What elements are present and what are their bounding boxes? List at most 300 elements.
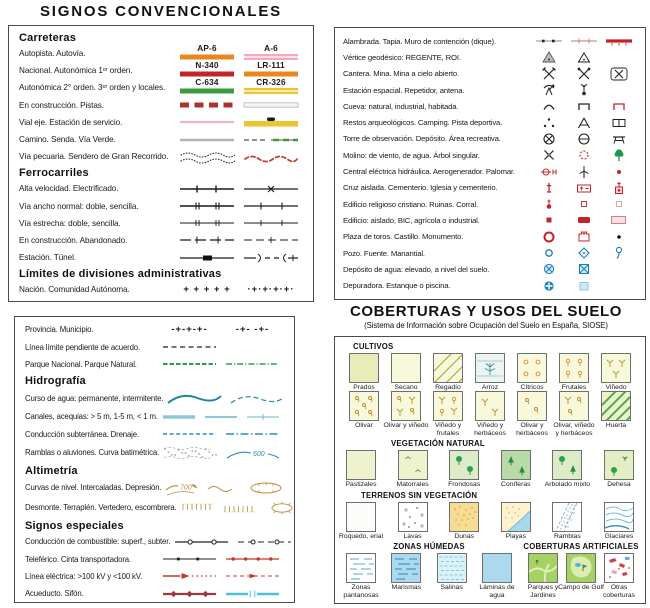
legend-label: Edificio religioso cristiano. Ruinas. Corral. bbox=[343, 199, 479, 209]
landcover-tile bbox=[343, 391, 385, 437]
legend-symbols bbox=[531, 49, 637, 65]
legend-label: Pozo. Fuente. Manantial. bbox=[343, 248, 425, 258]
senda-via-verde-icon bbox=[239, 135, 303, 145]
tile-label: Arbolado mixto bbox=[544, 481, 591, 489]
tile-label: Viñedo y herbáceos bbox=[474, 422, 506, 437]
road-designation: LR-111 bbox=[257, 61, 285, 71]
legend-row bbox=[25, 585, 284, 602]
landcover-tile bbox=[469, 353, 511, 391]
legend-row bbox=[343, 163, 637, 179]
legend-symbols bbox=[175, 284, 303, 295]
tile-label: Roquedo, erial bbox=[338, 532, 384, 540]
rail-electrificado-icon bbox=[239, 183, 303, 195]
main-title: SIGNOS CONVENCIONALES bbox=[40, 3, 282, 20]
landcover-tile bbox=[343, 553, 379, 599]
vertedero-icon bbox=[261, 499, 303, 517]
legend-symbols bbox=[175, 116, 303, 128]
legend-symbols bbox=[158, 340, 284, 354]
cueva-natural-icon bbox=[531, 98, 566, 114]
linea-electrica-alta-icon bbox=[158, 570, 221, 582]
muro-contencion-icon bbox=[602, 35, 637, 47]
landcover-tile bbox=[525, 553, 561, 599]
legend-label: Vía pecuaria. Sendero de Gran Recorrido. bbox=[19, 152, 169, 162]
legend-row bbox=[343, 98, 637, 114]
tile-label: Olivar, viñedo y herbáceos bbox=[553, 422, 595, 437]
landcover-tile bbox=[385, 353, 427, 391]
landcover-tile bbox=[343, 450, 379, 488]
tile-label: Frondosas bbox=[448, 481, 481, 489]
regadio-swatch bbox=[433, 353, 463, 383]
tile-label: Marismas bbox=[391, 584, 422, 592]
legend-row bbox=[19, 148, 303, 165]
road-pista-icon bbox=[239, 100, 303, 110]
citricos-swatch bbox=[517, 353, 547, 383]
panel-coberturas bbox=[334, 336, 646, 604]
landcover-tile bbox=[549, 502, 585, 540]
legend-symbols bbox=[175, 252, 303, 264]
legend-row bbox=[343, 196, 637, 212]
legend-row bbox=[25, 498, 284, 518]
roquedo-swatch bbox=[346, 502, 376, 532]
edificio-bic-icon bbox=[566, 212, 601, 228]
landcover-tile bbox=[427, 353, 469, 391]
arroz-swatch bbox=[475, 353, 505, 383]
legend-row bbox=[343, 245, 637, 261]
legend-symbols bbox=[531, 278, 637, 294]
landcover-tile bbox=[511, 353, 553, 391]
legend-row bbox=[19, 114, 303, 131]
legend-symbols bbox=[531, 245, 637, 261]
sifon-icon bbox=[221, 588, 284, 600]
combustible-superficial-icon bbox=[170, 536, 233, 548]
legend-row bbox=[343, 49, 637, 65]
rail-estrecha-sencilla-icon bbox=[239, 217, 303, 229]
ruinas-icon bbox=[566, 196, 601, 212]
vertice-roi-icon bbox=[566, 49, 601, 65]
road-bar-icon bbox=[175, 79, 239, 96]
tile-label: Olivar bbox=[355, 422, 373, 430]
glaciares-swatch bbox=[604, 502, 634, 532]
legend-label: Autopista. Autovía. bbox=[19, 49, 86, 59]
landcover-title: COBERTURAS Y USOS DEL SUELO bbox=[349, 303, 623, 320]
boundary-marks: ·+·+·+·+· bbox=[247, 284, 295, 296]
pozo-icon bbox=[531, 245, 566, 261]
parque-natural-icon bbox=[221, 357, 284, 371]
legend-label: Torre de observación. Depósito. Área recreativa. bbox=[343, 134, 501, 144]
legend-label: Cruz aislada. Cementerio. Iglesia y cementerio. bbox=[343, 183, 498, 193]
legend-symbols bbox=[531, 212, 637, 228]
desmonte-icon bbox=[177, 500, 219, 516]
conduccion-subterranea-icon bbox=[158, 428, 221, 440]
drenaje-icon bbox=[221, 428, 284, 440]
legend-symbols bbox=[175, 135, 303, 145]
legend-label: Molino: de viento, de agua. Árbol singular. bbox=[343, 150, 480, 160]
legend-label: Desmonte. Terraplén. Vertedero, escombrera. bbox=[25, 503, 177, 513]
torre-observacion-icon bbox=[531, 131, 566, 147]
sendero-gr-icon bbox=[239, 151, 303, 163]
section-heading-humedas: ZONAS HÚMEDAS bbox=[393, 542, 465, 552]
legend-row bbox=[25, 338, 284, 355]
laminas-agua-swatch bbox=[482, 553, 512, 583]
huerta-swatch bbox=[601, 391, 631, 421]
tile-label: Arroz bbox=[481, 384, 499, 391]
legend-label: Cueva: natural, industrial, habitada. bbox=[343, 101, 459, 111]
plaza-toros-icon bbox=[531, 229, 566, 245]
legend-symbols bbox=[158, 357, 284, 371]
legend-row bbox=[343, 82, 637, 98]
rail-sencilla-icon bbox=[239, 200, 303, 212]
tapia-icon bbox=[566, 35, 601, 47]
depuradora-icon bbox=[531, 278, 566, 294]
legend-symbols bbox=[175, 150, 303, 164]
vinedo-frutales-swatch bbox=[433, 391, 463, 421]
landcover-tile bbox=[479, 553, 515, 599]
landcover-tile bbox=[498, 450, 534, 488]
tile-grid-artificiales bbox=[523, 553, 639, 599]
legend-symbols bbox=[175, 79, 303, 96]
boundary-marks-icon bbox=[175, 284, 239, 295]
legend-row bbox=[19, 249, 303, 266]
legend-row bbox=[25, 568, 284, 585]
tile-label: Campo de Golf bbox=[558, 584, 604, 592]
landcover-tile bbox=[595, 353, 637, 391]
legend-symbols bbox=[177, 499, 303, 517]
alambrada-icon bbox=[531, 35, 566, 47]
legend-row bbox=[19, 215, 303, 232]
playas-swatch bbox=[501, 502, 531, 532]
section-heading-terrenos: TERRENOS SIN VEGETACIÓN bbox=[361, 490, 478, 500]
secano-swatch bbox=[391, 353, 421, 383]
rail-alta-velocidad-icon bbox=[175, 183, 239, 195]
legend-row bbox=[19, 281, 303, 298]
legend-symbols bbox=[531, 66, 637, 82]
curvas-nivel-icon bbox=[161, 479, 203, 497]
legend-symbols bbox=[175, 234, 303, 246]
landcover-tile bbox=[427, 391, 469, 437]
tile-label: Viñedo bbox=[605, 384, 627, 391]
landcover-tile bbox=[446, 450, 482, 488]
cantera-icon bbox=[531, 66, 566, 82]
tile-label: Parques y Jardines bbox=[527, 584, 559, 599]
landcover-tile bbox=[434, 553, 470, 599]
cueva-industrial-icon bbox=[566, 98, 601, 114]
legend-label: Estación espacial. Repetidor, antena. bbox=[343, 85, 465, 95]
zonas-pantanosas-swatch bbox=[346, 553, 376, 583]
tile-label: Glaciares bbox=[604, 532, 634, 540]
boundary-marks: -+-+-+- bbox=[171, 324, 208, 336]
legend-label: Depuradora. Estanque o piscina. bbox=[343, 281, 451, 291]
tile-label: Coníferas bbox=[501, 481, 531, 489]
repetidor-antena-icon bbox=[566, 82, 601, 98]
road-bar-icon bbox=[175, 62, 239, 79]
rail-estacion-icon bbox=[175, 252, 239, 264]
landcover-tile bbox=[395, 502, 431, 540]
rail-construccion-icon bbox=[175, 234, 239, 246]
legend-symbols bbox=[531, 82, 637, 98]
deposito-agua-suelo-icon bbox=[566, 261, 601, 277]
legend-label: Restos arqueológicos. Camping. Pista deportiva. bbox=[343, 118, 503, 128]
campo-golf-swatch bbox=[566, 553, 596, 583]
tile-label: Ramblas bbox=[553, 532, 581, 540]
legend-row bbox=[19, 62, 303, 79]
road-designation: A-6 bbox=[264, 44, 278, 54]
legend-label: Plaza de toros. Castillo. Monumento. bbox=[343, 232, 464, 242]
tile-label: Zonas pantanosas bbox=[343, 584, 379, 599]
legend-symbols bbox=[158, 570, 284, 582]
central-hidraulica-icon bbox=[531, 164, 566, 180]
palomar-icon bbox=[602, 164, 637, 180]
section-heading: Signos especiales bbox=[25, 519, 124, 532]
vinedo-herbaceos-swatch bbox=[475, 391, 505, 421]
matorrales-swatch bbox=[398, 450, 428, 480]
tile-label: Matorrales bbox=[396, 481, 429, 489]
tile-label: Olivar y viñedo bbox=[383, 422, 429, 430]
dunas-swatch bbox=[449, 502, 479, 532]
frondosas-swatch bbox=[449, 450, 479, 480]
legend-row bbox=[343, 33, 637, 49]
legend-row bbox=[25, 550, 284, 567]
estacion-espacial-icon bbox=[531, 82, 566, 98]
tile-grid-humedas bbox=[341, 553, 517, 599]
legend-symbols bbox=[161, 479, 287, 497]
road-bar-striped-icon bbox=[239, 79, 303, 96]
legend-row bbox=[343, 147, 637, 163]
landcover-tile bbox=[395, 450, 431, 488]
cementerio-icon bbox=[566, 180, 601, 196]
landcover-tile bbox=[498, 502, 534, 540]
section-heading-cultivos: CULTIVOS bbox=[353, 342, 394, 351]
section-zonas-humedas bbox=[341, 540, 517, 599]
legend-row bbox=[343, 261, 637, 277]
tile-label: Viñedo y frutales bbox=[434, 422, 462, 437]
tile-label: Playas bbox=[505, 532, 526, 540]
legend-label: Conducción subterránea. Drenaje. bbox=[25, 429, 139, 439]
legend-row bbox=[25, 426, 284, 443]
tile-label: Cítricos bbox=[520, 384, 544, 391]
legend-label: Línea eléctrica: >100 kV y <100 kV. bbox=[25, 571, 143, 581]
svg-text:600: 600 bbox=[253, 450, 265, 458]
camino-icon bbox=[175, 135, 239, 145]
legend-label: Edificio: aislado, BIC, agrícola o industrial. bbox=[343, 215, 480, 225]
mina-cielo-abierto-icon bbox=[602, 66, 637, 82]
terraplen-icon bbox=[219, 500, 261, 516]
legend-row bbox=[343, 212, 637, 228]
landcover-tile bbox=[553, 391, 595, 437]
frutales-swatch bbox=[559, 353, 589, 383]
road-bar-striped-icon bbox=[239, 45, 303, 62]
acueducto-icon bbox=[158, 588, 221, 600]
arbol-singular-icon bbox=[602, 147, 637, 163]
parque-nacional-icon bbox=[158, 357, 221, 371]
boundary-marks: -+- -+- bbox=[235, 324, 270, 336]
road-dashed-icon bbox=[175, 100, 239, 110]
estanque-icon bbox=[566, 278, 601, 294]
lavas-swatch bbox=[398, 502, 428, 532]
curvas-intercaladas-icon bbox=[203, 479, 245, 497]
edificio-aislado-icon bbox=[531, 212, 566, 228]
rio-permanente-icon bbox=[163, 390, 226, 406]
road-designation: C-634 bbox=[195, 78, 219, 88]
road-designation: N-340 bbox=[195, 61, 219, 71]
fuente-icon bbox=[566, 245, 601, 261]
legend-symbols bbox=[531, 147, 637, 163]
legend-label: Nación. Comunidad Autónoma. bbox=[19, 285, 130, 295]
tile-label: Dunas bbox=[454, 532, 475, 540]
tile-label: Huerta bbox=[605, 422, 627, 430]
legend-symbols bbox=[531, 131, 637, 147]
legend-row bbox=[19, 232, 303, 249]
rail-abandonado-icon bbox=[239, 234, 303, 246]
section-heading: Límites de divisiones administrativas bbox=[19, 268, 222, 281]
legend-row bbox=[19, 79, 303, 96]
legend-symbols bbox=[159, 445, 285, 461]
teleferico-icon bbox=[158, 553, 221, 565]
legend-row bbox=[19, 45, 303, 62]
canal-medio-icon bbox=[200, 411, 242, 423]
edificio-religioso-icon bbox=[531, 196, 566, 212]
tile-label: Lavas bbox=[403, 532, 422, 540]
olivar-vinedo-swatch bbox=[391, 391, 421, 421]
legend-label: Estación. Túnel. bbox=[19, 253, 76, 263]
via-pecuaria-icon bbox=[175, 150, 239, 164]
rail-estrecha-doble-icon bbox=[175, 217, 239, 229]
legend-label: Vía ancho normal: doble, sencilla. bbox=[19, 201, 139, 211]
legend-label: Camino. Senda. Vía Verde. bbox=[19, 135, 116, 145]
coniferas-swatch bbox=[501, 450, 531, 480]
landcover-tile bbox=[601, 450, 637, 488]
legend-label: Alambrada. Tapia. Muro de contención (dique). bbox=[343, 36, 496, 46]
legend-symbols bbox=[531, 229, 637, 245]
legend-label: Nacional. Autonómica 1ᵉʳ orden. bbox=[19, 66, 133, 76]
legend-row bbox=[19, 97, 303, 114]
legend-row bbox=[343, 229, 637, 245]
panel-limites-hidrografia-altimetria bbox=[14, 316, 295, 603]
pastizales-swatch bbox=[346, 450, 376, 480]
salinas-swatch bbox=[437, 553, 467, 583]
olivar-herbaceos-swatch bbox=[517, 391, 547, 421]
landcover-tile bbox=[338, 502, 384, 540]
legend-label: Vía estrecha: doble, sencilla. bbox=[19, 218, 121, 228]
edificio-agricola-icon bbox=[602, 212, 637, 228]
area-recreativa-icon bbox=[602, 131, 637, 147]
legend-row bbox=[25, 356, 284, 373]
tile-label: Frutales bbox=[561, 384, 587, 391]
restos-arqueologicos-icon bbox=[531, 115, 566, 131]
landcover-title-block bbox=[322, 303, 650, 330]
rambla-aluviones-icon bbox=[159, 445, 222, 461]
landcover-tile bbox=[558, 553, 604, 599]
pista-deportiva-icon bbox=[602, 115, 637, 131]
tile-label: Pastizales bbox=[345, 481, 377, 489]
section-heading: Ferrocarriles bbox=[19, 167, 89, 180]
combustible-subterranea-icon bbox=[233, 536, 296, 548]
camping-icon bbox=[566, 115, 601, 131]
molino-agua-icon bbox=[566, 147, 601, 163]
legend-symbols bbox=[175, 183, 303, 195]
road-designation: CR-326 bbox=[256, 78, 286, 88]
section-heading: Altimetría bbox=[25, 464, 78, 477]
svg-text:700: 700 bbox=[180, 484, 193, 492]
cruz-aislada-icon bbox=[531, 180, 566, 196]
marismas-swatch bbox=[391, 553, 421, 583]
section-heading: Hidrografía bbox=[25, 375, 86, 388]
section-heading-artificiales: COBERTURAS ARTIFICIALES bbox=[523, 542, 639, 552]
landcover-tile bbox=[469, 391, 511, 437]
tile-label: Otras coberturas bbox=[602, 584, 636, 599]
legend-label: Alta velocidad. Electrificado. bbox=[19, 184, 119, 194]
olivar-vinedo-herbaceos-swatch bbox=[559, 391, 589, 421]
legend-row bbox=[25, 478, 284, 498]
landcover-tile bbox=[553, 353, 595, 391]
legend-row bbox=[19, 198, 303, 215]
legend-row bbox=[19, 131, 303, 148]
panel-carreteras bbox=[8, 25, 314, 302]
panel-simbolos bbox=[334, 27, 646, 300]
parques-jardines-swatch bbox=[528, 553, 558, 583]
boundary-marks: + + + + + bbox=[183, 284, 231, 296]
legend-label: Parque Nacional. Parque Natural. bbox=[25, 359, 137, 369]
legend-row bbox=[25, 321, 284, 338]
legend-symbols bbox=[531, 180, 637, 196]
rail-doble-icon bbox=[175, 200, 239, 212]
legend-label: Conducción de combustible: superf., subter. bbox=[25, 537, 171, 547]
canal-estrecho-icon bbox=[242, 411, 284, 423]
legend-label: Depósito de agua: elevado, a nivel del suelo. bbox=[343, 264, 490, 274]
tile-label: Láminas de agua bbox=[479, 584, 515, 599]
legend-label: Curvas de nivel. Intercaladas. Depresión. bbox=[25, 483, 162, 493]
prados-swatch bbox=[349, 353, 379, 383]
legend-symbols bbox=[175, 100, 303, 110]
estacion-servicio-icon bbox=[239, 116, 303, 128]
legend-symbols bbox=[170, 536, 296, 548]
legend-symbols bbox=[175, 200, 303, 212]
tile-grid-terrenos bbox=[338, 502, 639, 540]
ramblas-swatch bbox=[552, 502, 582, 532]
monumento-icon bbox=[602, 229, 637, 245]
legend-row bbox=[25, 388, 284, 408]
landcover-tile bbox=[544, 450, 591, 489]
legend-row bbox=[25, 533, 284, 550]
legend-label: Canales, acequias: > 5 m, 1-5 m, < 1 m. bbox=[25, 412, 158, 422]
legend-row bbox=[343, 114, 637, 130]
boundary-marks-icon bbox=[158, 324, 221, 335]
landcover-tile bbox=[595, 391, 637, 437]
legend-symbols bbox=[531, 35, 637, 47]
mina-icon bbox=[566, 66, 601, 82]
dehesa-swatch bbox=[604, 450, 634, 480]
legend-row bbox=[25, 408, 284, 425]
deposito-agua-elevado-icon bbox=[531, 261, 566, 277]
landcover-tile bbox=[601, 553, 637, 599]
landcover-tile bbox=[601, 502, 637, 540]
landcover-tile bbox=[343, 353, 385, 391]
legend-label: En construcción. Abandonado. bbox=[19, 235, 128, 245]
legend-symbols bbox=[531, 196, 637, 212]
cinta-transportadora-icon bbox=[221, 553, 284, 565]
boundary-marks-icon bbox=[239, 284, 303, 295]
tile-label: Salinas bbox=[440, 584, 463, 592]
olivar-swatch bbox=[349, 391, 379, 421]
canal-ancho-icon bbox=[158, 411, 200, 423]
tile-label: Secano bbox=[394, 384, 418, 391]
vertice-regente-icon bbox=[531, 49, 566, 65]
linea-electrica-baja-icon bbox=[221, 570, 284, 582]
landcover-tile bbox=[388, 553, 424, 599]
road-designation: AP-6 bbox=[197, 44, 217, 54]
legend-label: En construcción. Pistas. bbox=[19, 100, 104, 110]
section-heading-vegetacion: VEGETACIÓN NATURAL bbox=[391, 439, 485, 449]
legend-symbols bbox=[531, 261, 637, 277]
